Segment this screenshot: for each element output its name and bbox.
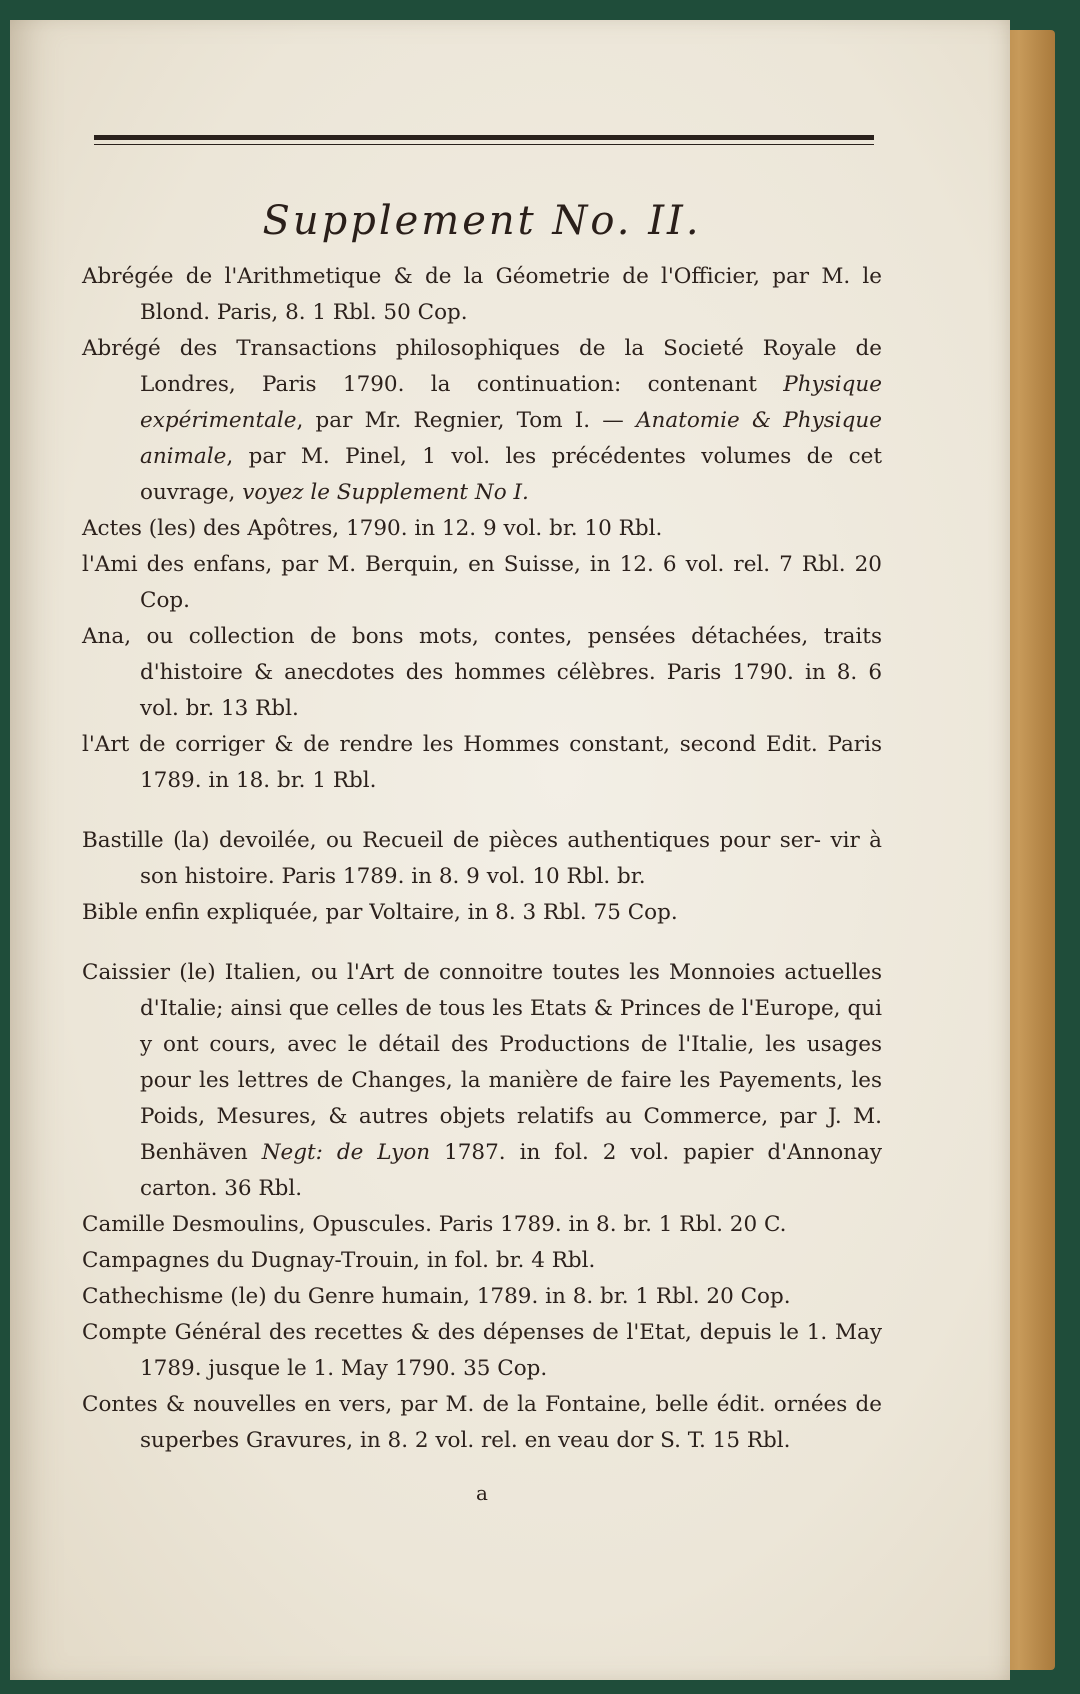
entry-continuation: Paris 1789. in 18. br. 1 Rbl.: [140, 732, 882, 793]
entry-continuation: Rbl. 20 Cop.: [140, 552, 882, 613]
entry-caissier: [82, 955, 882, 1207]
entry-continuation: 1. May 1789. jusque le 1. May 1790. 35 Cop.: [140, 1320, 882, 1381]
page-content: [82, 135, 882, 1511]
entry-head: Actes (les) des Apôtres, 1790. in 12. 9 vol. br. 10 Rbl.: [82, 516, 663, 541]
entry-head: Bible enfin expliquée, par Voltaire, in 8. 3 Rbl. 75 Cop.: [82, 900, 678, 925]
entry-cathechisme: [82, 1279, 882, 1315]
top-rule-thick: [94, 135, 874, 140]
entry-camille-desmoulins: [82, 1207, 882, 1243]
entry-continuation: Londres, Paris 1790. la continuation: contenant: [140, 372, 757, 397]
entry-head: Ana, ou collection de bons mots, contes, pensées détachées, traits: [82, 624, 882, 649]
entry-continuation: actuelles d'Italie; ainsi que celles de tous les Etats & Princes de l'Europe, qui y ont cours, avec le détail des Productions de l'Italie, les usages pour les lettres de Changes, la manière de faire les Payements, les Poids, Mesures, & autres objets relatifs au Commerce, par J. M. Benhäven: [140, 960, 882, 1165]
entry-actes-apotres: [82, 511, 882, 547]
entry-abrege-transactions: [82, 331, 882, 511]
entry-abregee-arithmetique: [82, 259, 882, 331]
entry-italic: voyez le Supplement No I.: [242, 480, 529, 505]
entry-head: Compte Général des recettes & des dépenses de l'Etat, depuis le: [82, 1320, 799, 1345]
entry-continuation: M. le Blond. Paris, 8. 1 Rbl. 50 Cop.: [140, 264, 882, 325]
top-rule-thin: [94, 144, 874, 145]
entry-bastille: [82, 823, 882, 895]
page-signature: a: [476, 1481, 488, 1505]
entry-head: Abrégée de l'Arithmetique & de la Géometrie de l'Officier, par: [82, 264, 810, 289]
page-title: Supplement No. II.: [262, 198, 702, 244]
entry-continuation: , par Mr. Regnier, Tom I. —: [296, 408, 624, 433]
entry-art-corriger: [82, 727, 882, 799]
entry-head: Caissier (le) Italien, ou l'Art de connoitre toutes les Monnoies: [82, 960, 776, 985]
entry-italic: Negt: de Lyon: [261, 1140, 431, 1165]
entry-head: l'Art de corriger & de rendre les Hommes constant, second Edit.: [82, 732, 818, 757]
entry-italic: Physique expérimentale: [140, 372, 882, 433]
entry-continuation: d'histoire & anecdotes des hommes célèbres. Paris 1790. in 8. 6 vol. br. 13 Rbl.: [140, 660, 882, 721]
entry-ana: [82, 619, 882, 727]
entry-continuation: , par M. Pinel, 1 vol. les précédentes volumes de cet ouvrage,: [140, 444, 882, 505]
entry-continuation: ornées de superbes Gravures, in 8. 2 vol. rel. en veau dor S. T. 15 Rbl.: [140, 1392, 883, 1453]
entry-continuation: vir à son histoire. Paris 1789. in 8. 9 vol. 10 Rbl. br.: [140, 828, 882, 889]
entry-italic: Anatomie & Physique animale: [140, 408, 882, 469]
section-gap: [82, 931, 882, 955]
entry-head: l'Ami des enfans, par M. Berquin, en Suisse, in 12. 6 vol. rel. 7: [82, 552, 793, 577]
entry-bible: [82, 895, 882, 931]
entry-head: Bastille (la) devoilée, ou Recueil de pièces authentiques pour ser-: [82, 828, 822, 853]
entry-head: Cathechisme (le) du Genre humain, 1789. in 8. br. 1 Rbl. 20 Cop.: [82, 1284, 791, 1309]
entry-campagnes: [82, 1243, 882, 1279]
section-gap: [82, 799, 882, 823]
entry-continuation: 1787. in fol. 2 vol. papier d'Annonay carton. 36 Rbl.: [140, 1140, 882, 1201]
entry-contes-nouvelles: [82, 1387, 882, 1459]
entry-head: Camille Desmoulins, Opuscules. Paris 1789. in 8. br. 1 Rbl. 20 C.: [82, 1212, 787, 1237]
entry-head: Campagnes du Dugnay-Trouin, in fol. br. 4 Rbl.: [82, 1248, 596, 1273]
entry-compte-general: [82, 1315, 882, 1387]
entry-head: Contes & nouvelles en vers, par M. de la Fontaine, belle édit.: [82, 1392, 766, 1417]
entry-ami-enfans: [82, 547, 882, 619]
entry-head: Abrégé des Transactions philosophiques de la Societé Royale de: [82, 336, 882, 361]
